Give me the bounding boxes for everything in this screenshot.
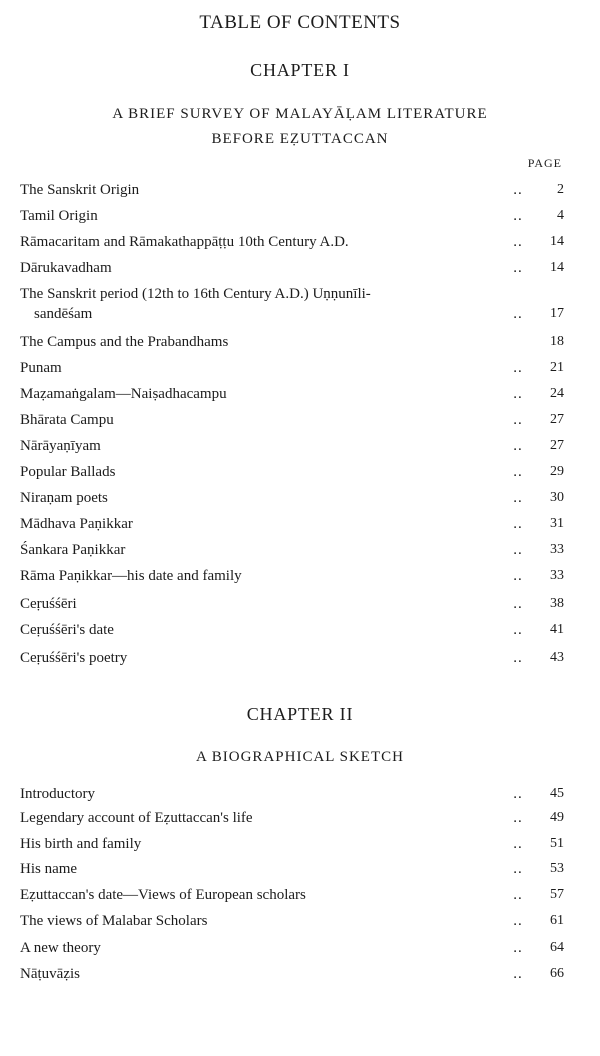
toc-entry-leader: ..: [513, 568, 523, 584]
toc-entry[interactable]: [20, 861, 564, 885]
toc-entry-title: Nāṭuvāẓis: [20, 966, 80, 982]
toc-entry-title: Introductory: [20, 786, 95, 802]
toc-entry[interactable]: [20, 913, 564, 937]
toc-entry[interactable]: [20, 490, 564, 514]
toc-entry-page: 31: [550, 516, 564, 531]
toc-entry[interactable]: [20, 622, 564, 646]
toc-entry-page: 43: [550, 650, 564, 665]
toc-entry[interactable]: [20, 412, 564, 436]
toc-entry-page: 38: [550, 596, 564, 611]
toc-entry-leader: ..: [513, 940, 523, 956]
toc-entry-title: The Sanskrit period (12th to 16th Century A.D.) Uṇṇunīli-: [20, 286, 371, 302]
toc-entry[interactable]: [20, 182, 564, 206]
toc-entry-title-continuation: sandēśam: [34, 306, 93, 322]
toc-entry-title: Dārukavadham: [20, 260, 112, 276]
toc-entry-leader: ..: [513, 786, 523, 802]
toc-entry-leader: ..: [513, 386, 523, 402]
toc-entry[interactable]: [20, 542, 564, 566]
toc-entry-title: Punam: [20, 360, 62, 376]
toc-entry-page: 51: [550, 836, 564, 851]
page-title: TABLE OF CONTENTS: [199, 12, 401, 33]
page-column-label: PAGE: [527, 156, 562, 170]
toc-entry-page: 66: [550, 966, 564, 981]
toc-entry-page: 49: [550, 810, 564, 825]
toc-entry-leader: ..: [513, 360, 523, 376]
toc-entry[interactable]: [20, 438, 564, 462]
toc-entry-title: Maẓamaṅgalam—Naiṣadhacampu: [20, 386, 227, 402]
toc-entry-leader: ..: [513, 913, 523, 929]
toc-entry-title: A new theory: [20, 940, 101, 956]
toc-entry-leader: ..: [513, 260, 523, 276]
toc-entry-leader: ..: [513, 208, 523, 224]
toc-entry[interactable]: [20, 940, 564, 964]
toc-entry-leader: ..: [513, 464, 523, 480]
toc-entry-title: Mādhava Paṇikkar: [20, 516, 133, 532]
toc-entry-leader: ..: [513, 438, 523, 454]
toc-entry-title: Ceṛuśśēri's date: [20, 622, 114, 638]
toc-entry[interactable]: [20, 234, 564, 258]
toc-entry-leader: ..: [513, 887, 523, 903]
toc-entry[interactable]: [20, 516, 564, 540]
toc-entry[interactable]: [20, 386, 564, 410]
toc-entry-title: Popular Ballads: [20, 464, 116, 480]
toc-entry-leader: ..: [513, 182, 523, 198]
toc-entry-leader: ..: [513, 596, 523, 612]
toc-entry-page: 45: [550, 786, 564, 801]
toc-entry-page: 64: [550, 940, 564, 955]
toc-entry-leader: ..: [513, 490, 523, 506]
toc-entry-page: 14: [550, 234, 564, 249]
toc-entry[interactable]: [20, 334, 564, 358]
toc-entry-title: Niraṇam poets: [20, 490, 108, 506]
toc-entry-leader: ..: [513, 516, 523, 532]
toc-entry-title: Ceṛuśśēri's poetry: [20, 650, 128, 666]
toc-entry[interactable]: [20, 650, 564, 674]
toc-entry-title: The Campus and the Prabandhams: [20, 334, 229, 350]
toc-entry-title: Bhārata Campu: [20, 412, 114, 428]
toc-entry-page: 41: [550, 622, 564, 637]
toc-entry-leader: ..: [513, 650, 523, 666]
toc-entry-leader: ..: [513, 861, 523, 877]
toc-entry-page: 53: [550, 861, 564, 876]
toc-entry-title: His birth and family: [20, 836, 142, 852]
toc-entry-page: 27: [550, 412, 564, 427]
toc-entry[interactable]: [20, 464, 564, 488]
toc-entry-page: 2: [557, 182, 564, 197]
toc-entry[interactable]: [20, 360, 564, 384]
toc-entry[interactable]: [20, 836, 564, 860]
chapter-2-subtitle: A BIOGRAPHICAL SKETCH: [196, 749, 404, 765]
toc-entry-leader: ..: [513, 306, 523, 322]
toc-entry-title: Eẓuttaccan's date—Views of European scholars: [20, 887, 306, 903]
toc-entry-leader: ..: [513, 622, 523, 638]
toc-entry-page: 14: [550, 260, 564, 275]
toc-entry[interactable]: [20, 208, 564, 232]
toc-entry-page: 33: [550, 568, 564, 583]
toc-entry-page: 27: [550, 438, 564, 453]
toc-entry-page: 61: [550, 913, 564, 928]
toc-entry-title: Nārāyaṇīyam: [20, 438, 101, 454]
toc-entry-leader: ..: [513, 810, 523, 826]
toc-entry[interactable]: [20, 260, 564, 284]
toc-entry-title: The Sanskrit Origin: [20, 182, 140, 198]
toc-entry-leader: ..: [513, 234, 523, 250]
toc-entry-title: Ceṛuśśēri: [20, 596, 77, 612]
toc-entry-title: Rāma Paṇikkar—his date and family: [20, 568, 242, 584]
toc-entry-page: 18: [550, 334, 564, 349]
chapter-2-heading: CHAPTER II: [246, 704, 354, 724]
toc-entry-page: 4: [557, 208, 564, 223]
toc-entry[interactable]: [20, 286, 564, 330]
toc-entry[interactable]: [20, 810, 564, 834]
toc-entry[interactable]: [20, 596, 564, 620]
toc-entry[interactable]: [20, 887, 564, 911]
chapter-1-heading: CHAPTER I: [250, 60, 350, 80]
toc-entry-page: 30: [550, 490, 564, 505]
toc-entry-page: 24: [550, 386, 564, 401]
toc-entry-leader: ..: [513, 966, 523, 982]
toc-entry-page: 17: [550, 306, 564, 321]
toc-entry-title: Rāmacaritam and Rāmakathappāṭṭu 10th Century A.D.: [20, 234, 349, 250]
toc-entry-leader: ..: [513, 412, 523, 428]
toc-entry-title: Tamil Origin: [20, 208, 98, 224]
chapter-1-subtitle-line-1: A BRIEF SURVEY OF MALAYĀḶAM LITERATURE: [112, 106, 488, 122]
toc-entry-title: His name: [20, 861, 78, 877]
chapter-1-subtitle-line-2: BEFORE EẒUTTACCAN: [211, 131, 389, 147]
toc-entry-page: 57: [550, 887, 564, 902]
toc-entry-page: 33: [550, 542, 564, 557]
toc-entry-title: The views of Malabar Scholars: [20, 913, 208, 929]
toc-entry-page: 21: [550, 360, 564, 375]
toc-entry-leader: ..: [513, 542, 523, 558]
toc-entry-title: Legendary account of Eẓuttaccan's life: [20, 810, 253, 826]
toc-entry-page: 29: [550, 464, 564, 479]
toc-entry-title: Śankara Paṇikkar: [20, 542, 126, 558]
toc-entry-leader: ..: [513, 836, 523, 852]
toc-entry[interactable]: [20, 786, 564, 810]
toc-entry[interactable]: [20, 966, 564, 990]
toc-entry[interactable]: [20, 568, 564, 592]
